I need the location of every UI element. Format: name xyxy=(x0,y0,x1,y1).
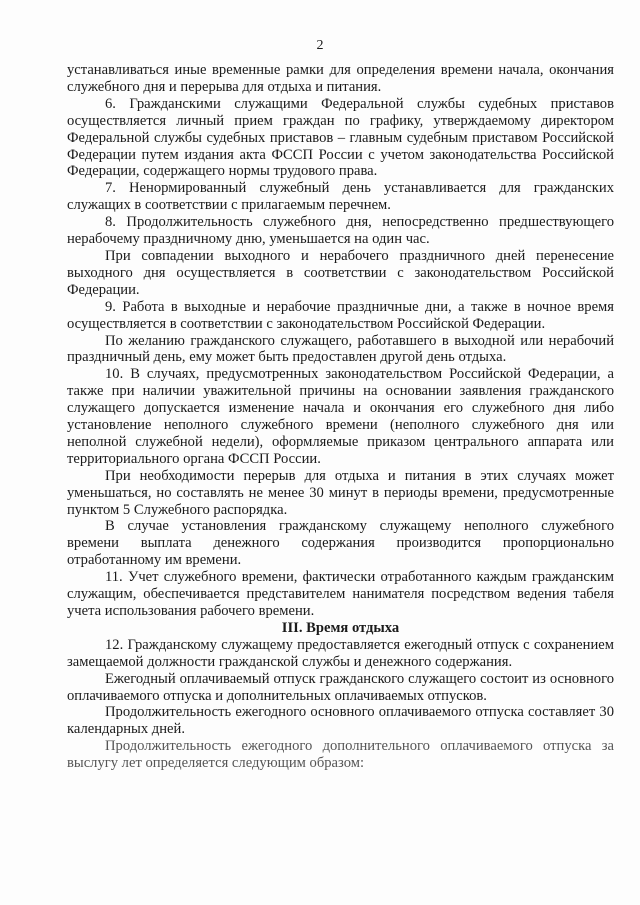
paragraph-seniority-leave: Продолжительность ежегодного дополнительного оплачиваемого отпуска за выслугу лет определяется следующим образом: xyxy=(67,738,614,772)
paragraph-partial-pay: В случае установления гражданскому служащему неполного служебного времени выплата денежного содержания производится пропорционально отработанному им времени. xyxy=(67,518,614,569)
paragraph-item-12: 12. Гражданскому служащему предоставляется ежегодный отпуск с сохранением замещаемой должности гражданской службы и денежного содержания. xyxy=(67,636,614,670)
paragraph-continuation: устанавливаться иные временные рамки для определения времени начала, окончания служебного дня и перерыва для отдыха и питания. xyxy=(67,62,614,95)
paragraph-leave-duration: Продолжительность ежегодного основного оплачиваемого отпуска составляет 30 календарных дней. xyxy=(67,704,614,738)
page-number: 2 xyxy=(316,38,324,53)
paragraph-annual-leave: Ежегодный оплачиваемый отпуск гражданского служащего состоит из основного оплачиваемого отпуска и дополнительных оплачиваемых отпусков. xyxy=(67,670,614,704)
paragraph-item-6: 6. Гражданскими служащими Федеральной службы судебных приставов осуществляется личный прием граждан по графику, утверждаемому директором Федеральной службы судебных приставов – главным судебным приставом Российской Федерации путем издания акта ФССП России с учетом законодательства Российской Федерации, содержащего нормы трудового права. xyxy=(67,95,614,180)
paragraph-item-9: 9. Работа в выходные и нерабочие праздничные дни, а также в ночное время осуществляется в соответствии с законодательством Российской Федерации. xyxy=(67,298,614,332)
document-body xyxy=(67,62,614,772)
paragraph-item-7: 7. Ненормированный служебный день устанавливается для гражданских служащих в соответствии с прилагаемым перечнем. xyxy=(67,180,614,214)
paragraph-break-reduction: При необходимости перерыв для отдыха и питания в этих случаях может уменьшаться, но составлять не менее 30 минут в периоды времени, предусмотренные пунктом 5 Служебного распорядка. xyxy=(67,467,614,518)
paragraph-item-11: 11. Учет служебного времени, фактически отработанного каждым гражданским служащим, обеспечивается представителем нанимателя посредством ведения табеля учета использования рабочего времени. xyxy=(67,569,614,619)
paragraph-other-day-off: По желанию гражданского служащего, работавшего в выходной или нерабочий праздничный день, ему может быть предоставлен другой день отдыха. xyxy=(67,332,614,366)
section-heading: III. Время отдыха xyxy=(281,619,400,636)
paragraph-item-8: 8. Продолжительность служебного дня, непосредственно предшествующего нерабочему праздничному дню, уменьшается на один час. xyxy=(67,214,614,248)
paragraph-holiday-transfer: При совпадении выходного и нерабочего праздничного дней перенесение выходного дня осуществляется в соответствии с законодательством Российской Федерации. xyxy=(67,247,614,298)
paragraph-item-10: 10. В случаях, предусмотренных законодательством Российской Федерации, а также при наличии уважительной причины на основании заявления гражданского служащего допускается изменение начала и окончания его служебного дня либо установление неполного служебного времени (неполного служебного дня или неполной служебной недели), оформляемые приказом центрального аппарата или территориального органа ФССП России. xyxy=(67,366,614,467)
